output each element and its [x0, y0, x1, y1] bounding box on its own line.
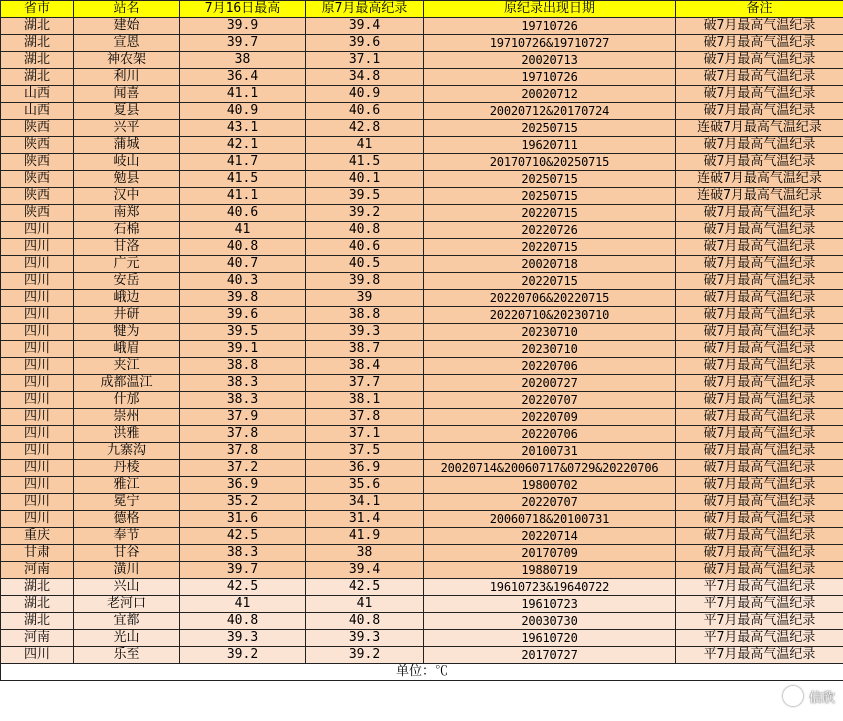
cell-province: 四川 [1, 409, 74, 426]
cell-station: 潢川 [74, 562, 180, 579]
table-row [1, 18, 843, 35]
cell-record-dates: 20220707 [424, 392, 676, 409]
cell-station: 闻喜 [74, 86, 180, 103]
cell-old-record: 37.7 [306, 375, 424, 392]
cell-station: 汉中 [74, 188, 180, 205]
cell-province: 四川 [1, 290, 74, 307]
cell-high-0716: 42.5 [180, 528, 306, 545]
cell-note: 平7月最高气温纪录 [676, 579, 843, 596]
cell-old-record: 40.6 [306, 239, 424, 256]
cell-high-0716: 39.9 [180, 18, 306, 35]
table-row [1, 256, 843, 273]
cell-old-record: 39 [306, 290, 424, 307]
cell-old-record: 42.5 [306, 579, 424, 596]
table-row [1, 307, 843, 324]
cell-station: 成都温江 [74, 375, 180, 392]
cell-province: 陕西 [1, 120, 74, 137]
cell-old-record: 39.3 [306, 630, 424, 647]
cell-province: 湖北 [1, 35, 74, 52]
table-row [1, 443, 843, 460]
cell-station: 宜都 [74, 613, 180, 630]
cell-note: 破7月最高气温纪录 [676, 18, 843, 35]
cell-high-0716: 39.5 [180, 324, 306, 341]
cell-province: 湖北 [1, 579, 74, 596]
cell-station: 乐至 [74, 647, 180, 664]
cell-note: 破7月最高气温纪录 [676, 205, 843, 222]
cell-note: 破7月最高气温纪录 [676, 392, 843, 409]
table-row [1, 596, 843, 613]
cell-note: 破7月最高气温纪录 [676, 460, 843, 477]
cell-station: 什邡 [74, 392, 180, 409]
cell-high-0716: 41 [180, 596, 306, 613]
table-row [1, 562, 843, 579]
cell-high-0716: 37.8 [180, 426, 306, 443]
cell-note: 破7月最高气温纪录 [676, 409, 843, 426]
table-row [1, 103, 843, 120]
cell-note: 破7月最高气温纪录 [676, 307, 843, 324]
cell-high-0716: 38 [180, 52, 306, 69]
cell-high-0716: 39.1 [180, 341, 306, 358]
cell-province: 山西 [1, 86, 74, 103]
table-body [1, 18, 843, 664]
cell-province: 四川 [1, 375, 74, 392]
cell-note: 破7月最高气温纪录 [676, 256, 843, 273]
cell-record-dates: 20170727 [424, 647, 676, 664]
watermark-text: 信欣 [808, 690, 835, 706]
cell-province: 四川 [1, 443, 74, 460]
watermark [783, 684, 835, 708]
cell-old-record: 38 [306, 545, 424, 562]
cell-province: 河南 [1, 562, 74, 579]
cell-station: 宣恩 [74, 35, 180, 52]
table-row [1, 341, 843, 358]
table-row [1, 35, 843, 52]
cell-station: 犍为 [74, 324, 180, 341]
cell-high-0716: 37.2 [180, 460, 306, 477]
cell-province: 陕西 [1, 154, 74, 171]
cell-old-record: 39.8 [306, 273, 424, 290]
cell-note: 破7月最高气温纪录 [676, 222, 843, 239]
cell-province: 四川 [1, 341, 74, 358]
cell-note: 破7月最高气温纪录 [676, 103, 843, 120]
cell-old-record: 35.6 [306, 477, 424, 494]
cell-old-record: 37.8 [306, 409, 424, 426]
cell-old-record: 38.8 [306, 307, 424, 324]
table-row [1, 69, 843, 86]
cell-station: 利川 [74, 69, 180, 86]
cell-record-dates: 19880719 [424, 562, 676, 579]
cell-high-0716: 37.9 [180, 409, 306, 426]
cell-station: 奉节 [74, 528, 180, 545]
cell-station: 甘洛 [74, 239, 180, 256]
cell-old-record: 41 [306, 137, 424, 154]
cell-station: 甘谷 [74, 545, 180, 562]
cell-record-dates: 20220706 [424, 426, 676, 443]
header-old-record: 原7月最高纪录 [306, 1, 424, 18]
cell-high-0716: 40.3 [180, 273, 306, 290]
cell-old-record: 41.5 [306, 154, 424, 171]
table-row [1, 460, 843, 477]
cell-high-0716: 39.6 [180, 307, 306, 324]
cell-high-0716: 40.8 [180, 239, 306, 256]
cell-station: 蒲城 [74, 137, 180, 154]
cell-station: 岐山 [74, 154, 180, 171]
cell-note: 破7月最高气温纪录 [676, 545, 843, 562]
cell-high-0716: 36.9 [180, 477, 306, 494]
cell-province: 重庆 [1, 528, 74, 545]
cell-record-dates: 20220715 [424, 273, 676, 290]
cell-province: 湖北 [1, 613, 74, 630]
cell-station: 老河口 [74, 596, 180, 613]
cell-high-0716: 38.8 [180, 358, 306, 375]
cell-note: 连破7月最高气温纪录 [676, 188, 843, 205]
cell-record-dates: 20030730 [424, 613, 676, 630]
cell-record-dates: 19710726 [424, 69, 676, 86]
cell-province: 陕西 [1, 137, 74, 154]
cell-record-dates: 20020718 [424, 256, 676, 273]
cell-station: 安岳 [74, 273, 180, 290]
cell-note: 破7月最高气温纪录 [676, 154, 843, 171]
cell-high-0716: 41.1 [180, 86, 306, 103]
header-station: 站名 [74, 1, 180, 18]
cell-record-dates: 20060718&20100731 [424, 511, 676, 528]
cell-province: 陕西 [1, 171, 74, 188]
cell-high-0716: 38.3 [180, 392, 306, 409]
cell-old-record: 34.8 [306, 69, 424, 86]
cell-note: 破7月最高气温纪录 [676, 511, 843, 528]
cell-note: 破7月最高气温纪录 [676, 426, 843, 443]
cell-high-0716: 36.4 [180, 69, 306, 86]
cell-note: 破7月最高气温纪录 [676, 35, 843, 52]
table-row [1, 154, 843, 171]
cell-province: 四川 [1, 477, 74, 494]
table-row [1, 188, 843, 205]
header-province: 省市 [1, 1, 74, 18]
cell-high-0716: 42.5 [180, 579, 306, 596]
table-row [1, 358, 843, 375]
table-row [1, 477, 843, 494]
cell-record-dates: 20250715 [424, 171, 676, 188]
cell-station: 德格 [74, 511, 180, 528]
cell-station: 九寨沟 [74, 443, 180, 460]
table-row [1, 273, 843, 290]
table-row [1, 290, 843, 307]
cell-station: 峨眉 [74, 341, 180, 358]
cell-note: 破7月最高气温纪录 [676, 86, 843, 103]
cell-note: 平7月最高气温纪录 [676, 647, 843, 664]
cell-note: 破7月最高气温纪录 [676, 239, 843, 256]
cell-old-record: 39.5 [306, 188, 424, 205]
cell-note: 破7月最高气温纪录 [676, 494, 843, 511]
cell-station: 洪雅 [74, 426, 180, 443]
cell-province: 四川 [1, 273, 74, 290]
cell-high-0716: 39.7 [180, 35, 306, 52]
cell-record-dates: 20230710 [424, 324, 676, 341]
cell-record-dates: 19710726 [424, 18, 676, 35]
table-row [1, 86, 843, 103]
cell-note: 破7月最高气温纪录 [676, 273, 843, 290]
table-row [1, 205, 843, 222]
cell-old-record: 41 [306, 596, 424, 613]
table-row [1, 511, 843, 528]
cell-high-0716: 41.1 [180, 188, 306, 205]
cell-province: 四川 [1, 494, 74, 511]
cell-high-0716: 40.8 [180, 613, 306, 630]
cell-station: 石棉 [74, 222, 180, 239]
cell-record-dates: 20020714&20060717&0729&20220706 [424, 460, 676, 477]
cell-old-record: 40.8 [306, 222, 424, 239]
unit-row [1, 664, 843, 681]
cell-station: 峨边 [74, 290, 180, 307]
cell-province: 湖北 [1, 69, 74, 86]
table-row [1, 222, 843, 239]
cell-station: 夹江 [74, 358, 180, 375]
cell-high-0716: 31.6 [180, 511, 306, 528]
cell-province: 湖北 [1, 52, 74, 69]
cell-note: 破7月最高气温纪录 [676, 477, 843, 494]
cell-note: 平7月最高气温纪录 [676, 630, 843, 647]
cell-note: 破7月最高气温纪录 [676, 358, 843, 375]
cell-note: 连破7月最高气温纪录 [676, 120, 843, 137]
cell-province: 陕西 [1, 188, 74, 205]
cell-record-dates: 20220710&20230710 [424, 307, 676, 324]
table-row [1, 239, 843, 256]
cell-record-dates: 20220715 [424, 239, 676, 256]
cell-record-dates: 19710726&19710727 [424, 35, 676, 52]
cell-old-record: 40.9 [306, 86, 424, 103]
cell-station: 建始 [74, 18, 180, 35]
cell-old-record: 38.1 [306, 392, 424, 409]
table-row [1, 120, 843, 137]
cell-old-record: 38.4 [306, 358, 424, 375]
cell-high-0716: 39.8 [180, 290, 306, 307]
cell-note: 破7月最高气温纪录 [676, 375, 843, 392]
cell-record-dates: 20020712&20170724 [424, 103, 676, 120]
cell-station: 兴山 [74, 579, 180, 596]
cell-old-record: 37.5 [306, 443, 424, 460]
cell-station: 丹棱 [74, 460, 180, 477]
cell-note: 平7月最高气温纪录 [676, 613, 843, 630]
table-row [1, 426, 843, 443]
cell-note: 破7月最高气温纪录 [676, 562, 843, 579]
table-row [1, 171, 843, 188]
cell-record-dates: 19610720 [424, 630, 676, 647]
cell-high-0716: 38.3 [180, 545, 306, 562]
cell-record-dates: 20230710 [424, 341, 676, 358]
cell-province: 四川 [1, 426, 74, 443]
cell-province: 湖北 [1, 18, 74, 35]
header-note: 备注 [676, 1, 843, 18]
table-row [1, 579, 843, 596]
cell-high-0716: 41.7 [180, 154, 306, 171]
cell-province: 湖北 [1, 596, 74, 613]
cell-high-0716: 42.1 [180, 137, 306, 154]
cell-old-record: 39.2 [306, 205, 424, 222]
table-row [1, 52, 843, 69]
cell-note: 破7月最高气温纪录 [676, 290, 843, 307]
cell-old-record: 41.9 [306, 528, 424, 545]
cell-province: 四川 [1, 256, 74, 273]
cell-province: 山西 [1, 103, 74, 120]
cell-old-record: 31.4 [306, 511, 424, 528]
table-row [1, 647, 843, 664]
cell-high-0716: 40.7 [180, 256, 306, 273]
cell-station: 夏县 [74, 103, 180, 120]
cell-province: 四川 [1, 460, 74, 477]
cell-record-dates: 20200727 [424, 375, 676, 392]
cell-record-dates: 19800702 [424, 477, 676, 494]
cell-record-dates: 20220706&20220715 [424, 290, 676, 307]
table-row [1, 375, 843, 392]
cell-old-record: 39.3 [306, 324, 424, 341]
cell-note: 破7月最高气温纪录 [676, 528, 843, 545]
table-row [1, 630, 843, 647]
cell-station: 勉县 [74, 171, 180, 188]
cell-record-dates: 20170709 [424, 545, 676, 562]
cell-high-0716: 41.5 [180, 171, 306, 188]
cell-province: 四川 [1, 324, 74, 341]
cell-note: 连破7月最高气温纪录 [676, 171, 843, 188]
cell-province: 四川 [1, 239, 74, 256]
table-row [1, 494, 843, 511]
cell-province: 四川 [1, 358, 74, 375]
cell-province: 甘肃 [1, 545, 74, 562]
cell-record-dates: 20220706 [424, 358, 676, 375]
header-record-dates: 原纪录出现日期 [424, 1, 676, 18]
cell-station: 光山 [74, 630, 180, 647]
cell-station: 冕宁 [74, 494, 180, 511]
unit-label: 单位：℃ [1, 664, 843, 681]
cell-high-0716: 35.2 [180, 494, 306, 511]
cell-record-dates: 19610723&19640722 [424, 579, 676, 596]
table-row [1, 324, 843, 341]
cell-note: 破7月最高气温纪录 [676, 69, 843, 86]
cell-station: 崇州 [74, 409, 180, 426]
cell-old-record: 40.8 [306, 613, 424, 630]
cell-station: 井研 [74, 307, 180, 324]
cell-record-dates: 20220707 [424, 494, 676, 511]
cell-station: 广元 [74, 256, 180, 273]
cell-record-dates: 20020712 [424, 86, 676, 103]
cell-province: 四川 [1, 307, 74, 324]
cell-note: 平7月最高气温纪录 [676, 596, 843, 613]
cell-province: 四川 [1, 511, 74, 528]
cell-high-0716: 37.8 [180, 443, 306, 460]
watermark-logo-icon [783, 686, 803, 706]
cell-high-0716: 40.6 [180, 205, 306, 222]
cell-province: 河南 [1, 630, 74, 647]
header-row [1, 1, 843, 18]
table-row [1, 545, 843, 562]
cell-old-record: 36.9 [306, 460, 424, 477]
cell-station: 南郑 [74, 205, 180, 222]
cell-record-dates: 20220709 [424, 409, 676, 426]
cell-old-record: 42.8 [306, 120, 424, 137]
cell-province: 四川 [1, 647, 74, 664]
cell-record-dates: 20220726 [424, 222, 676, 239]
cell-record-dates: 19620711 [424, 137, 676, 154]
cell-record-dates: 20250715 [424, 188, 676, 205]
cell-high-0716: 41 [180, 222, 306, 239]
table-row [1, 528, 843, 545]
cell-station: 兴平 [74, 120, 180, 137]
cell-old-record: 39.4 [306, 18, 424, 35]
cell-high-0716: 39.7 [180, 562, 306, 579]
cell-record-dates: 20250715 [424, 120, 676, 137]
cell-province: 四川 [1, 222, 74, 239]
cell-record-dates: 20020713 [424, 52, 676, 69]
cell-note: 破7月最高气温纪录 [676, 137, 843, 154]
cell-high-0716: 38.3 [180, 375, 306, 392]
cell-old-record: 40.5 [306, 256, 424, 273]
cell-record-dates: 20100731 [424, 443, 676, 460]
table-row [1, 137, 843, 154]
cell-record-dates: 20220715 [424, 205, 676, 222]
cell-old-record: 34.1 [306, 494, 424, 511]
cell-record-dates: 20220714 [424, 528, 676, 545]
cell-high-0716: 39.2 [180, 647, 306, 664]
cell-old-record: 39.4 [306, 562, 424, 579]
cell-province: 四川 [1, 392, 74, 409]
cell-note: 破7月最高气温纪录 [676, 443, 843, 460]
cell-old-record: 40.1 [306, 171, 424, 188]
table-row [1, 409, 843, 426]
cell-high-0716: 39.3 [180, 630, 306, 647]
cell-note: 破7月最高气温纪录 [676, 324, 843, 341]
cell-note: 破7月最高气温纪录 [676, 52, 843, 69]
cell-old-record: 38.7 [306, 341, 424, 358]
header-high-0716: 7月16日最高 [180, 1, 306, 18]
cell-note: 破7月最高气温纪录 [676, 341, 843, 358]
cell-high-0716: 43.1 [180, 120, 306, 137]
cell-record-dates: 20170710&20250715 [424, 154, 676, 171]
table-row [1, 613, 843, 630]
cell-station: 神农架 [74, 52, 180, 69]
cell-record-dates: 19610723 [424, 596, 676, 613]
cell-old-record: 40.6 [306, 103, 424, 120]
table-row [1, 392, 843, 409]
cell-high-0716: 40.9 [180, 103, 306, 120]
cell-old-record: 39.6 [306, 35, 424, 52]
cell-old-record: 37.1 [306, 426, 424, 443]
cell-old-record: 37.1 [306, 52, 424, 69]
cell-station: 雅江 [74, 477, 180, 494]
cell-province: 陕西 [1, 205, 74, 222]
cell-old-record: 39.2 [306, 647, 424, 664]
